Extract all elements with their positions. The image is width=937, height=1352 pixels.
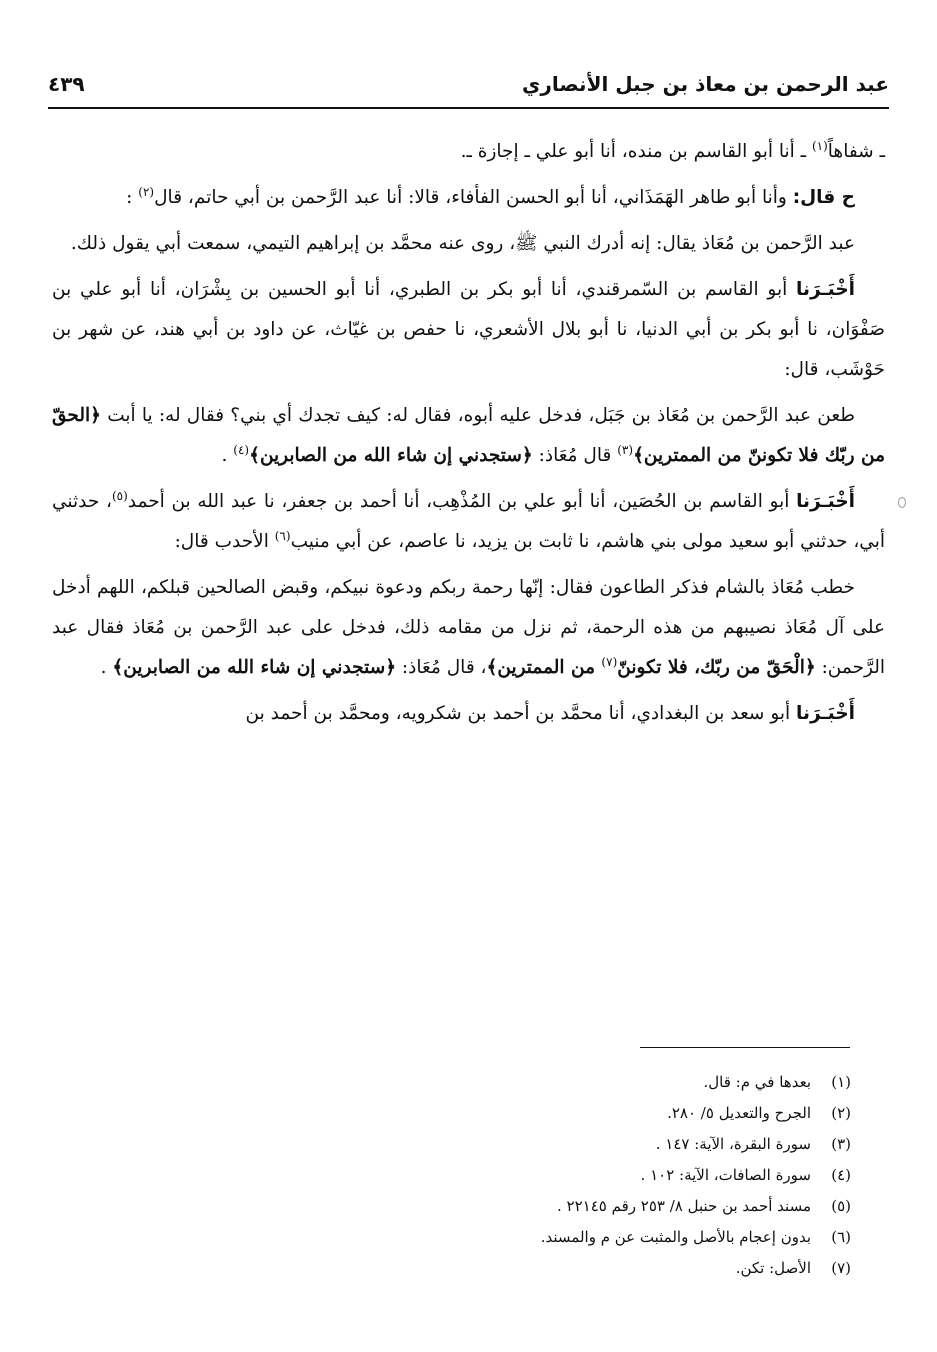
footnote-rule [640,1047,850,1048]
footnote-ref: (٤) [233,442,250,457]
lead-word: ح قال: [792,187,855,208]
quran-verse: ﴿ستجدني إن شاء الله من الصابرين﴾ [112,657,397,678]
quran-verse: ﴿ستجدني إن شاء الله من الصابرين﴾ [249,445,533,466]
footnote-ref: (٦) [274,528,291,543]
footnotes [231,1067,851,1284]
footnote-ref: (٥) [111,488,128,503]
header-rule [48,107,889,109]
footnote-text: الأصل: تكن. [735,1259,811,1277]
text: طعن عبد الرَّحمن بن مُعَاذ بن جَبَل، فدخل عليه أبوه، فقال له: كيف تجدك أي بني؟ فقال له: يا أبت [101,405,855,426]
footnote-text: مسند أحمد بن حنبل ٨/ ٢٥٣ رقم ٢٢١٤٥ . [557,1197,811,1215]
footnote-text: بعدها في م: قال. [703,1073,811,1091]
quran-verse: ﴿الْحَقّ من ربّك، فلا تكوننّ [617,657,816,678]
lead-word: أَخْبَـرَنا [796,279,855,300]
page-number: ٤٣٩ [48,72,85,96]
text: ـ أنا أبو القاسم بن منده، أنا أبو علي ـ إجازة ـ. [460,141,812,162]
footnote-3 [231,1129,851,1160]
text: الأحدب قال: [174,531,275,552]
text: : [126,187,139,208]
footnote-text: سورة الصافات، الآية: ١٠٢ . [640,1166,811,1184]
footnote-5 [231,1191,851,1222]
footnote-ref: (٧) [601,654,618,669]
footnote-6 [231,1222,851,1253]
footnote-number: (١) [831,1073,851,1091]
paragraph-2 [52,178,885,218]
paragraph-6 [52,482,885,562]
lead-word: أَخْبَـرَنا [796,491,856,512]
text: وأنا أبو طاهر الهَمَذَاني، أنا أبو الحسن الفأفاء، قالا: أنا عبد الرَّحمن بن أبي حاتم، قال [154,187,793,208]
paragraph-8 [52,694,885,734]
quran-verse: ﴿الحقّ من ربّك فلا تكوننّ من الممترين﴾ [52,405,885,466]
footnote-ref: (٢) [138,184,155,199]
text: ـ شفاهاً [827,141,885,162]
footnote-ref: (١) [811,138,828,153]
text: أبو القاسم بن الحُصَين، أنا أبو علي بن المُذْهِب، أنا أحمد بن جعفر، نا عبد الله بن أحمد [127,491,797,512]
paragraph-4 [52,270,885,390]
footnote-4 [231,1160,851,1191]
footnote-number: (٤) [831,1166,851,1184]
paragraph-3 [52,224,885,264]
footnote-number: (٥) [831,1197,851,1215]
footnote-ref: (٣) [617,442,634,457]
quran-verse: من الممترين﴾ [486,657,602,678]
footnote-number: (٣) [831,1135,851,1153]
page-header [48,70,889,106]
footnote-text: الجرح والتعديل ٥/ ٢٨٠. [667,1104,811,1122]
margin-mark [898,497,906,508]
text: عبد الرَّحمن بن مُعَاذ يقال: إنه أدرك النبي ﷺ، روى عنه محمَّد بن إبراهيم التيمي، سمعت أبي يقول ذلك. [70,233,855,254]
footnote-number: (٦) [831,1228,851,1246]
text: قال مُعَاذ: [532,445,618,466]
text: . [100,657,113,678]
lead-word: أَخْبَـرَنا [796,703,855,724]
paragraph-7 [52,568,885,688]
footnote-number: (٢) [831,1104,851,1122]
text: أبو سعد بن البغدادي، أنا محمَّد بن أحمد بن شكرويه، ومحمَّد بن أحمد بن [245,703,797,724]
footnote-2 [231,1098,851,1129]
text: أبو القاسم بن السّمرقندي، أنا أبو بكر بن الطبري، أنا أبو الحسين بن بِشْرَان، أنا أبو علي بن صَفْوَان، نا أبو بكر بن أبي الدنيا، نا أبو بلال الأشعري، نا حفص بن غيّاث، عن داود بن أبي هند، عن شهر بن حَوْشَب، قال: [52,279,885,380]
text: ، قال مُعَاذ: [396,657,487,678]
text: ، حدثني أبي، حدثني أبو سعيد مولى بني هاشم، نا ثابت بن يزيد، نا عاصم، عن أبي منيب [52,491,885,552]
footnote-1 [231,1067,851,1098]
running-title: عبد الرحمن بن معاذ بن جبل الأنصاري [522,72,889,96]
main-text [52,132,885,740]
paragraph-5 [52,396,885,476]
footnote-text: بدون إعجام بالأصل والمثبت عن م والمسند. [540,1228,811,1246]
text: خطب مُعَاذ بالشام فذكر الطاعون فقال: إنّها رحمة ربكم ودعوة نبيكم، وقبض الصالحين قبلكم، اللهم أدخل على آل مُعَاذ نصيبهم من هذه الرحمة، ثم نزل من مقامه ذلك، فدخل على عبد الرَّحمن بن مُعَاذ فقال عبد الرَّحمن: [52,577,885,678]
footnote-7 [231,1253,851,1284]
paragraph-1 [52,132,885,172]
footnote-text: سورة البقرة، الآية: ١٤٧ . [655,1135,811,1153]
text: . [221,445,234,466]
footnote-number: (٧) [831,1259,851,1277]
